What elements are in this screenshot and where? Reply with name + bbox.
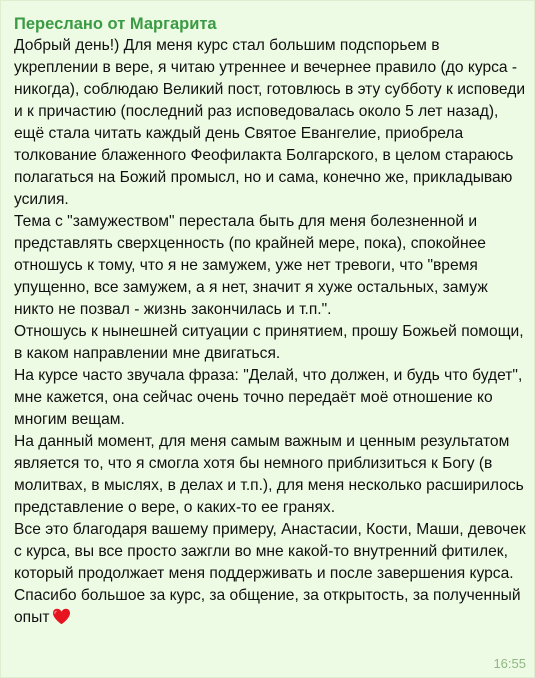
message-text — [14, 35, 526, 629]
message-paragraph-last — [14, 585, 526, 629]
forwarded-from-header[interactable]: Переслано от Маргарита — [14, 15, 217, 33]
message-paragraph: На данный момент, для меня самым важным и ценным результатом является то, что я смогла хотя бы немного приблизиться к Богу (в молитвах, в мыслях, в делах и т.п.), для меня несколько расширилось представление о вере, о каких-то ее гранях. — [14, 433, 524, 516]
message-paragraph: Все это благодаря вашему примеру, Анастасии, Кости, Маши, девочек с курса, вы все просто зажгли во мне какой-то внутренний фитилек, который продолжает меня поддерживать и после завершения курса. — [14, 521, 526, 582]
message-paragraph: Тема с "замужеством" перестала быть для меня болезненной и представлять сверхценность (по крайней мере, пока), спокойнее отношусь к тому, что я не замужем, уже нет тревоги, что "время упущенно, все замужем, а я нет, значит я хуже остальных, замуж никто не позвал - жизнь закончилась и т.п.". — [14, 213, 488, 318]
message-paragraph: Добрый день!) Для меня курс стал большим подспорьем в укреплении в вере, я читаю утреннее и вечернее правило (до курса - никогда), соблюдаю Великий пост, готовлюсь в эту субботу к исповеди и к причастию (последний раз исповедовалась около 5 лет назад), ещё стала читать каждый день Святое Евангелие, приобрела толкование блаженного Феофилакта Болгарского, в целом стараюсь полагаться на Божий промысл, но и сама, конечно же, прикладываю усилия. — [14, 37, 526, 208]
red-heart-icon — [52, 608, 71, 625]
message-paragraph: Отношусь к нынешней ситуации с принятием, прошу Божьей помощи, в каком направлении мне двигаться. — [14, 323, 524, 362]
message-timestamp: 16:55 — [493, 656, 526, 671]
message-paragraph: На курсе часто звучала фраза: "Делай, что должен, и будь что будет", мне кажется, она сейчас очень точно передаёт моё отношение ко многим вещам. — [14, 367, 523, 428]
closing-text: Спасибо большое за курс, за общение, за открытость, за полученный опыт — [14, 587, 521, 626]
